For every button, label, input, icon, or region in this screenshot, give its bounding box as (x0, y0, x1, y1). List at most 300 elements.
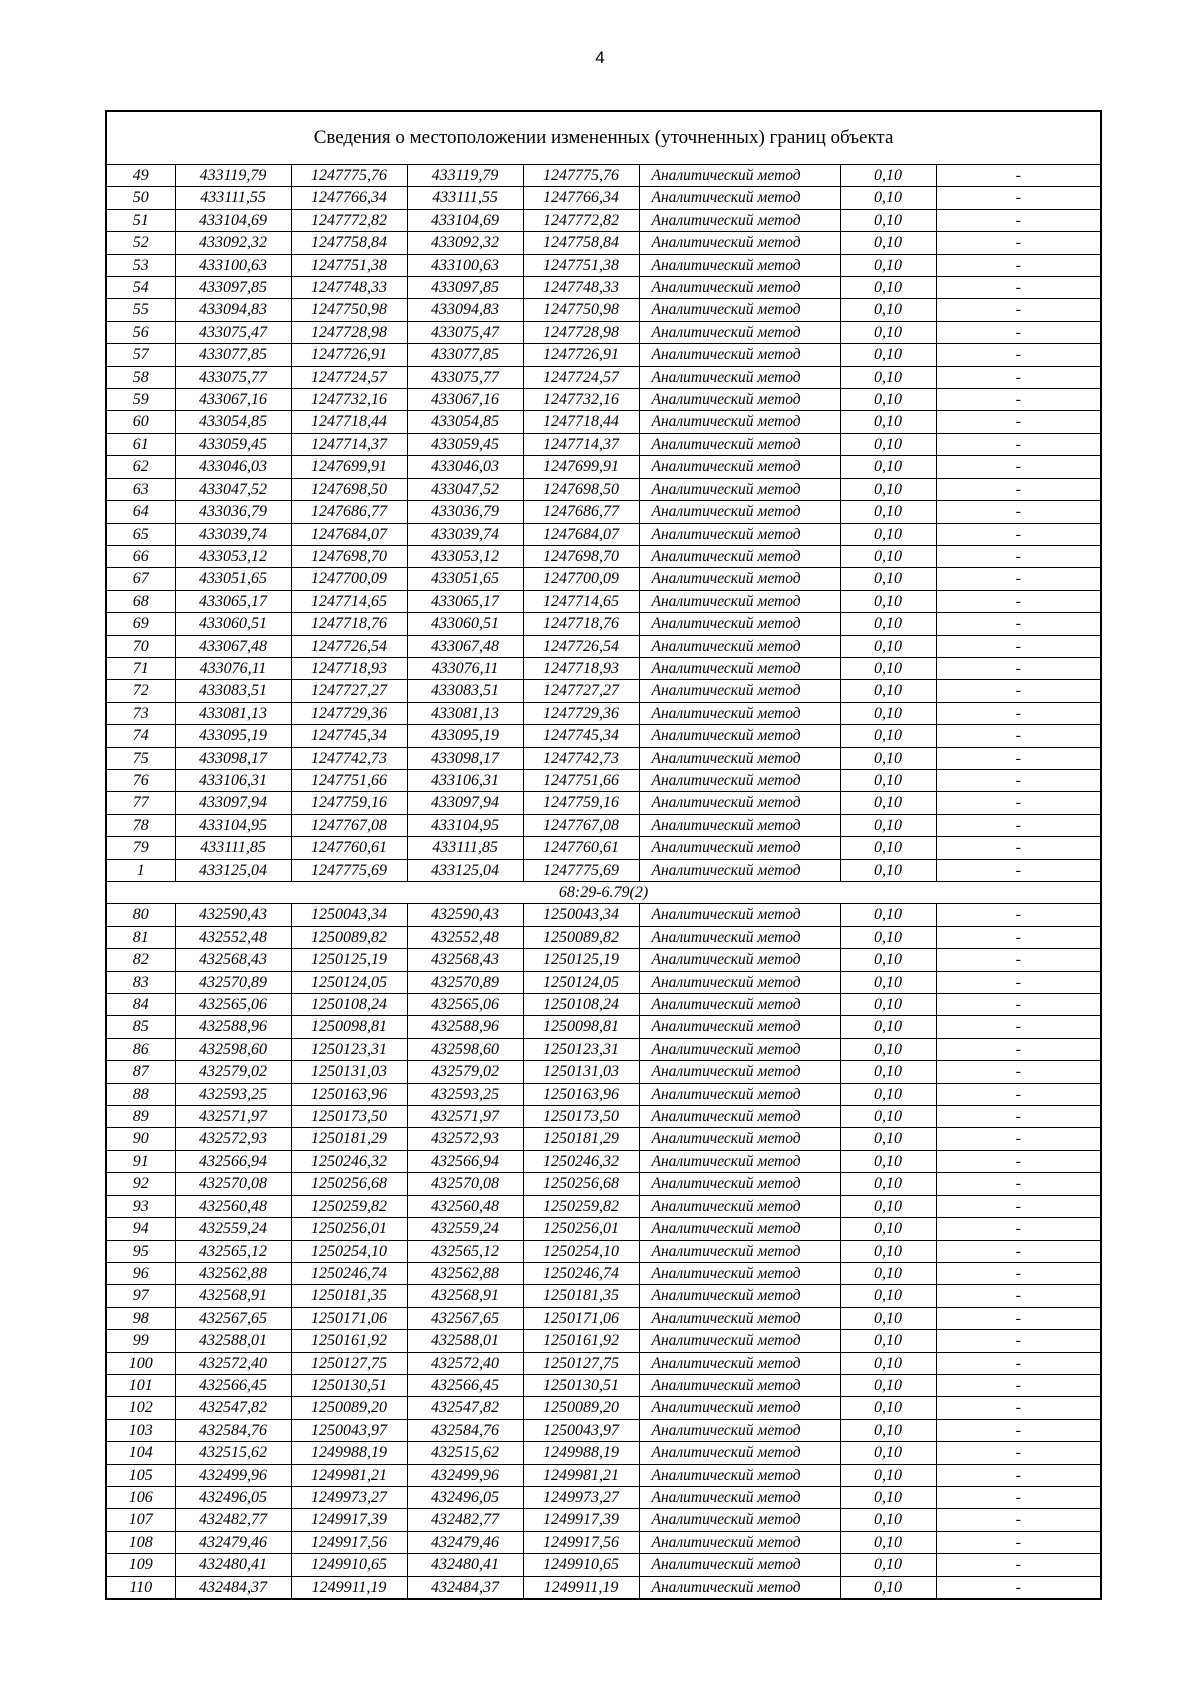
point-number-cell: 95 (106, 1240, 175, 1262)
y-new-cell: 1250181,35 (523, 1285, 639, 1307)
y-new-cell: 1249917,56 (523, 1531, 639, 1553)
y-existing-cell: 1250089,20 (291, 1397, 407, 1419)
x-existing-cell: 433046,03 (175, 456, 291, 478)
method-cell: Аналитический метод (639, 321, 840, 343)
point-number-cell: 90 (106, 1128, 175, 1150)
y-new-cell: 1247751,38 (523, 254, 639, 276)
method-cell: Аналитический метод (639, 1128, 840, 1150)
table-row (106, 344, 1101, 366)
accuracy-cell: 0,10 (840, 1330, 936, 1352)
y-new-cell: 1247751,66 (523, 769, 639, 791)
table-row (106, 1397, 1101, 1419)
table-row (106, 1307, 1101, 1329)
method-cell: Аналитический метод (639, 657, 840, 679)
x-new-cell: 432559,24 (407, 1218, 523, 1240)
description-cell: - (936, 590, 1101, 612)
description-cell: - (936, 456, 1101, 478)
y-existing-cell: 1250259,82 (291, 1195, 407, 1217)
table-row (106, 366, 1101, 388)
accuracy-cell: 0,10 (840, 411, 936, 433)
accuracy-cell: 0,10 (840, 344, 936, 366)
table-row (106, 277, 1101, 299)
y-existing-cell: 1247718,44 (291, 411, 407, 433)
y-existing-cell: 1247759,16 (291, 792, 407, 814)
accuracy-cell: 0,10 (840, 949, 936, 971)
y-new-cell: 1247775,69 (523, 859, 639, 881)
x-new-cell: 433046,03 (407, 456, 523, 478)
description-cell: - (936, 635, 1101, 657)
x-existing-cell: 432559,24 (175, 1218, 291, 1240)
description-cell: - (936, 1307, 1101, 1329)
y-new-cell: 1250161,92 (523, 1330, 639, 1352)
table-row (106, 949, 1101, 971)
y-new-cell: 1247698,50 (523, 478, 639, 500)
method-cell: Аналитический метод (639, 926, 840, 948)
accuracy-cell: 0,10 (840, 165, 936, 187)
x-existing-cell: 432570,08 (175, 1173, 291, 1195)
accuracy-cell: 0,10 (840, 1016, 936, 1038)
y-existing-cell: 1250089,82 (291, 926, 407, 948)
y-new-cell: 1247767,08 (523, 814, 639, 836)
x-existing-cell: 432484,37 (175, 1576, 291, 1599)
accuracy-cell: 0,10 (840, 232, 936, 254)
point-number-cell: 60 (106, 411, 175, 433)
point-number-cell: 59 (106, 389, 175, 411)
x-new-cell: 432598,60 (407, 1038, 523, 1060)
x-existing-cell: 433051,65 (175, 568, 291, 590)
table-row (106, 926, 1101, 948)
y-existing-cell: 1250246,74 (291, 1262, 407, 1284)
y-new-cell: 1250246,74 (523, 1262, 639, 1284)
x-existing-cell: 433054,85 (175, 411, 291, 433)
y-existing-cell: 1250130,51 (291, 1374, 407, 1396)
accuracy-cell: 0,10 (840, 971, 936, 993)
method-cell: Аналитический метод (639, 590, 840, 612)
x-existing-cell: 433097,94 (175, 792, 291, 814)
x-new-cell: 433119,79 (407, 165, 523, 187)
x-existing-cell: 433098,17 (175, 747, 291, 769)
x-new-cell: 433095,19 (407, 725, 523, 747)
point-number-cell: 49 (106, 165, 175, 187)
table-row (106, 1016, 1101, 1038)
y-new-cell: 1250256,68 (523, 1173, 639, 1195)
point-number-cell: 66 (106, 545, 175, 567)
method-cell: Аналитический метод (639, 456, 840, 478)
x-existing-cell: 432570,89 (175, 971, 291, 993)
description-cell: - (936, 165, 1101, 187)
x-new-cell: 432572,40 (407, 1352, 523, 1374)
accuracy-cell: 0,10 (840, 1397, 936, 1419)
description-cell: - (936, 254, 1101, 276)
x-new-cell: 433060,51 (407, 613, 523, 635)
y-existing-cell: 1247699,91 (291, 456, 407, 478)
y-existing-cell: 1249988,19 (291, 1442, 407, 1464)
y-existing-cell: 1247745,34 (291, 725, 407, 747)
x-new-cell: 433083,51 (407, 680, 523, 702)
x-existing-cell: 432552,48 (175, 926, 291, 948)
y-existing-cell: 1247758,84 (291, 232, 407, 254)
point-number-cell: 89 (106, 1106, 175, 1128)
point-number-cell: 82 (106, 949, 175, 971)
accuracy-cell: 0,10 (840, 523, 936, 545)
x-existing-cell: 432562,88 (175, 1262, 291, 1284)
x-new-cell: 433081,13 (407, 702, 523, 724)
y-new-cell: 1250124,05 (523, 971, 639, 993)
x-new-cell: 433104,69 (407, 209, 523, 231)
accuracy-cell: 0,10 (840, 702, 936, 724)
x-new-cell: 433125,04 (407, 859, 523, 881)
point-number-cell: 1 (106, 859, 175, 881)
x-existing-cell: 433111,85 (175, 837, 291, 859)
method-cell: Аналитический метод (639, 814, 840, 836)
y-new-cell: 1247732,16 (523, 389, 639, 411)
x-new-cell: 433047,52 (407, 478, 523, 500)
y-existing-cell: 1247698,50 (291, 478, 407, 500)
method-cell: Аналитический метод (639, 747, 840, 769)
table-title: Сведения о местоположении измененных (уточненных) границ объекта (106, 111, 1101, 165)
y-existing-cell: 1250246,32 (291, 1150, 407, 1172)
x-new-cell: 432566,45 (407, 1374, 523, 1396)
point-number-cell: 96 (106, 1262, 175, 1284)
table-row (106, 1531, 1101, 1553)
method-cell: Аналитический метод (639, 366, 840, 388)
accuracy-cell: 0,10 (840, 1038, 936, 1060)
point-number-cell: 104 (106, 1442, 175, 1464)
description-cell: - (936, 1016, 1101, 1038)
table-row (106, 837, 1101, 859)
x-existing-cell: 433104,69 (175, 209, 291, 231)
y-new-cell: 1249981,21 (523, 1464, 639, 1486)
accuracy-cell: 0,10 (840, 1262, 936, 1284)
point-number-cell: 86 (106, 1038, 175, 1060)
method-cell: Аналитический метод (639, 635, 840, 657)
x-new-cell: 432579,02 (407, 1061, 523, 1083)
y-new-cell: 1249988,19 (523, 1442, 639, 1464)
y-existing-cell: 1249917,39 (291, 1509, 407, 1531)
y-new-cell: 1250108,24 (523, 994, 639, 1016)
section-label: 68:29-6.79(2) (106, 882, 1101, 904)
point-number-cell: 93 (106, 1195, 175, 1217)
table-body (106, 111, 1101, 1599)
x-new-cell: 432570,89 (407, 971, 523, 993)
method-cell: Аналитический метод (639, 1285, 840, 1307)
point-number-cell: 102 (106, 1397, 175, 1419)
method-cell: Аналитический метод (639, 187, 840, 209)
method-cell: Аналитический метод (639, 277, 840, 299)
y-existing-cell: 1247732,16 (291, 389, 407, 411)
x-new-cell: 432588,01 (407, 1330, 523, 1352)
table-row (106, 209, 1101, 231)
point-number-cell: 68 (106, 590, 175, 612)
accuracy-cell: 0,10 (840, 1083, 936, 1105)
y-existing-cell: 1250256,68 (291, 1173, 407, 1195)
y-new-cell: 1250259,82 (523, 1195, 639, 1217)
point-number-cell: 79 (106, 837, 175, 859)
y-existing-cell: 1250171,06 (291, 1307, 407, 1329)
y-existing-cell: 1250043,97 (291, 1419, 407, 1441)
x-new-cell: 432593,25 (407, 1083, 523, 1105)
point-number-cell: 106 (106, 1486, 175, 1508)
method-cell: Аналитический метод (639, 1509, 840, 1531)
table-row (106, 635, 1101, 657)
x-existing-cell: 432547,82 (175, 1397, 291, 1419)
accuracy-cell: 0,10 (840, 1486, 936, 1508)
point-number-cell: 100 (106, 1352, 175, 1374)
y-existing-cell: 1250181,29 (291, 1128, 407, 1150)
accuracy-cell: 0,10 (840, 187, 936, 209)
point-number-cell: 88 (106, 1083, 175, 1105)
y-new-cell: 1247714,37 (523, 433, 639, 455)
accuracy-cell: 0,10 (840, 1464, 936, 1486)
table-row (106, 389, 1101, 411)
y-new-cell: 1247745,34 (523, 725, 639, 747)
method-cell: Аналитический метод (639, 1374, 840, 1396)
point-number-cell: 81 (106, 926, 175, 948)
point-number-cell: 67 (106, 568, 175, 590)
x-new-cell: 433067,48 (407, 635, 523, 657)
table-row (106, 1173, 1101, 1195)
description-cell: - (936, 568, 1101, 590)
point-number-cell: 56 (106, 321, 175, 343)
table-row (106, 814, 1101, 836)
description-cell: - (936, 366, 1101, 388)
accuracy-cell: 0,10 (840, 1352, 936, 1374)
accuracy-cell: 0,10 (840, 299, 936, 321)
accuracy-cell: 0,10 (840, 1509, 936, 1531)
method-cell: Аналитический метод (639, 568, 840, 590)
x-existing-cell: 433083,51 (175, 680, 291, 702)
table-row (106, 321, 1101, 343)
description-cell: - (936, 994, 1101, 1016)
accuracy-cell: 0,10 (840, 1531, 936, 1553)
x-new-cell: 432515,62 (407, 1442, 523, 1464)
x-new-cell: 433036,79 (407, 501, 523, 523)
x-new-cell: 432568,43 (407, 949, 523, 971)
point-number-cell: 71 (106, 657, 175, 679)
description-cell: - (936, 1531, 1101, 1553)
table-row (106, 1240, 1101, 1262)
y-new-cell: 1250163,96 (523, 1083, 639, 1105)
point-number-cell: 76 (106, 769, 175, 791)
x-new-cell: 433094,83 (407, 299, 523, 321)
accuracy-cell: 0,10 (840, 657, 936, 679)
point-number-cell: 103 (106, 1419, 175, 1441)
table-row (106, 433, 1101, 455)
point-number-cell: 55 (106, 299, 175, 321)
description-cell: - (936, 501, 1101, 523)
point-number-cell: 62 (106, 456, 175, 478)
y-existing-cell: 1250098,81 (291, 1016, 407, 1038)
accuracy-cell: 0,10 (840, 747, 936, 769)
method-cell: Аналитический метод (639, 904, 840, 926)
y-new-cell: 1247726,91 (523, 344, 639, 366)
method-cell: Аналитический метод (639, 411, 840, 433)
point-number-cell: 74 (106, 725, 175, 747)
accuracy-cell: 0,10 (840, 1150, 936, 1172)
x-existing-cell: 433053,12 (175, 545, 291, 567)
table-row (106, 657, 1101, 679)
accuracy-cell: 0,10 (840, 478, 936, 500)
point-number-cell: 58 (106, 366, 175, 388)
x-existing-cell: 432480,41 (175, 1554, 291, 1576)
x-existing-cell: 433081,13 (175, 702, 291, 724)
x-existing-cell: 433075,47 (175, 321, 291, 343)
method-cell: Аналитический метод (639, 209, 840, 231)
x-new-cell: 432572,93 (407, 1128, 523, 1150)
x-new-cell: 433065,17 (407, 590, 523, 612)
description-cell: - (936, 1397, 1101, 1419)
x-existing-cell: 433092,32 (175, 232, 291, 254)
y-existing-cell: 1247714,65 (291, 590, 407, 612)
y-new-cell: 1247699,91 (523, 456, 639, 478)
y-new-cell: 1247750,98 (523, 299, 639, 321)
accuracy-cell: 0,10 (840, 1576, 936, 1599)
table-row (106, 1061, 1101, 1083)
point-number-cell: 64 (106, 501, 175, 523)
accuracy-cell: 0,10 (840, 501, 936, 523)
x-new-cell: 433076,11 (407, 657, 523, 679)
method-cell: Аналитический метод (639, 1262, 840, 1284)
description-cell: - (936, 277, 1101, 299)
y-new-cell: 1247718,44 (523, 411, 639, 433)
y-existing-cell: 1247751,38 (291, 254, 407, 276)
method-cell: Аналитический метод (639, 1083, 840, 1105)
y-new-cell: 1250127,75 (523, 1352, 639, 1374)
description-cell: - (936, 1509, 1101, 1531)
method-cell: Аналитический метод (639, 545, 840, 567)
table-row (106, 680, 1101, 702)
y-new-cell: 1250089,82 (523, 926, 639, 948)
x-new-cell: 432499,96 (407, 1464, 523, 1486)
y-existing-cell: 1247748,33 (291, 277, 407, 299)
point-number-cell: 51 (106, 209, 175, 231)
x-existing-cell: 433059,45 (175, 433, 291, 455)
x-new-cell: 433097,85 (407, 277, 523, 299)
accuracy-cell: 0,10 (840, 1442, 936, 1464)
accuracy-cell: 0,10 (840, 1218, 936, 1240)
y-existing-cell: 1249981,21 (291, 1464, 407, 1486)
x-new-cell: 432565,06 (407, 994, 523, 1016)
accuracy-cell: 0,10 (840, 1307, 936, 1329)
table-row (106, 1554, 1101, 1576)
accuracy-cell: 0,10 (840, 1285, 936, 1307)
table-row (106, 1128, 1101, 1150)
accuracy-cell: 0,10 (840, 1106, 936, 1128)
point-number-cell: 77 (106, 792, 175, 814)
method-cell: Аналитический метод (639, 1531, 840, 1553)
y-existing-cell: 1249917,56 (291, 1531, 407, 1553)
table-row (106, 1218, 1101, 1240)
y-new-cell: 1247766,34 (523, 187, 639, 209)
accuracy-cell: 0,10 (840, 814, 936, 836)
y-existing-cell: 1247750,98 (291, 299, 407, 321)
x-existing-cell: 432590,43 (175, 904, 291, 926)
description-cell: - (936, 545, 1101, 567)
y-new-cell: 1247728,98 (523, 321, 639, 343)
point-number-cell: 84 (106, 994, 175, 1016)
table-row (106, 769, 1101, 791)
method-cell: Аналитический метод (639, 994, 840, 1016)
point-number-cell: 54 (106, 277, 175, 299)
y-new-cell: 1250254,10 (523, 1240, 639, 1262)
y-existing-cell: 1247718,76 (291, 613, 407, 635)
x-existing-cell: 433075,77 (175, 366, 291, 388)
point-number-cell: 69 (106, 613, 175, 635)
table-row (106, 859, 1101, 881)
x-new-cell: 433111,55 (407, 187, 523, 209)
x-new-cell: 432547,82 (407, 1397, 523, 1419)
y-existing-cell: 1250108,24 (291, 994, 407, 1016)
y-new-cell: 1250123,31 (523, 1038, 639, 1060)
method-cell: Аналитический метод (639, 165, 840, 187)
x-new-cell: 433039,74 (407, 523, 523, 545)
description-cell: - (936, 1038, 1101, 1060)
y-existing-cell: 1247775,76 (291, 165, 407, 187)
method-cell: Аналитический метод (639, 1016, 840, 1038)
point-number-cell: 109 (106, 1554, 175, 1576)
table-row (106, 613, 1101, 635)
y-existing-cell: 1250125,19 (291, 949, 407, 971)
table-row (106, 254, 1101, 276)
method-cell: Аналитический метод (639, 613, 840, 635)
x-existing-cell: 433125,04 (175, 859, 291, 881)
y-new-cell: 1247718,76 (523, 613, 639, 635)
table-row (106, 545, 1101, 567)
accuracy-cell: 0,10 (840, 545, 936, 567)
x-existing-cell: 432571,97 (175, 1106, 291, 1128)
y-existing-cell: 1250124,05 (291, 971, 407, 993)
description-cell: - (936, 613, 1101, 635)
point-number-cell: 91 (106, 1150, 175, 1172)
y-new-cell: 1247686,77 (523, 501, 639, 523)
description-cell: - (936, 859, 1101, 881)
x-existing-cell: 433104,95 (175, 814, 291, 836)
y-new-cell: 1247726,54 (523, 635, 639, 657)
y-existing-cell: 1247700,09 (291, 568, 407, 590)
x-new-cell: 432480,41 (407, 1554, 523, 1576)
description-cell: - (936, 680, 1101, 702)
point-number-cell: 52 (106, 232, 175, 254)
y-new-cell: 1247759,16 (523, 792, 639, 814)
description-cell: - (936, 837, 1101, 859)
method-cell: Аналитический метод (639, 702, 840, 724)
method-cell: Аналитический метод (639, 1061, 840, 1083)
method-cell: Аналитический метод (639, 299, 840, 321)
accuracy-cell: 0,10 (840, 1374, 936, 1396)
accuracy-cell: 0,10 (840, 590, 936, 612)
x-new-cell: 432588,96 (407, 1016, 523, 1038)
accuracy-cell: 0,10 (840, 433, 936, 455)
point-number-cell: 99 (106, 1330, 175, 1352)
table-row (106, 971, 1101, 993)
table-row (106, 523, 1101, 545)
description-cell: - (936, 1218, 1101, 1240)
method-cell: Аналитический метод (639, 1038, 840, 1060)
description-cell: - (936, 1195, 1101, 1217)
x-existing-cell: 432560,48 (175, 1195, 291, 1217)
method-cell: Аналитический метод (639, 1486, 840, 1508)
y-existing-cell: 1247698,70 (291, 545, 407, 567)
y-new-cell: 1250131,03 (523, 1061, 639, 1083)
point-number-cell: 107 (106, 1509, 175, 1531)
x-existing-cell: 432565,06 (175, 994, 291, 1016)
x-existing-cell: 432572,93 (175, 1128, 291, 1150)
x-new-cell: 432568,91 (407, 1285, 523, 1307)
x-new-cell: 433054,85 (407, 411, 523, 433)
x-new-cell: 432552,48 (407, 926, 523, 948)
table-row (106, 1509, 1101, 1531)
x-existing-cell: 433065,17 (175, 590, 291, 612)
